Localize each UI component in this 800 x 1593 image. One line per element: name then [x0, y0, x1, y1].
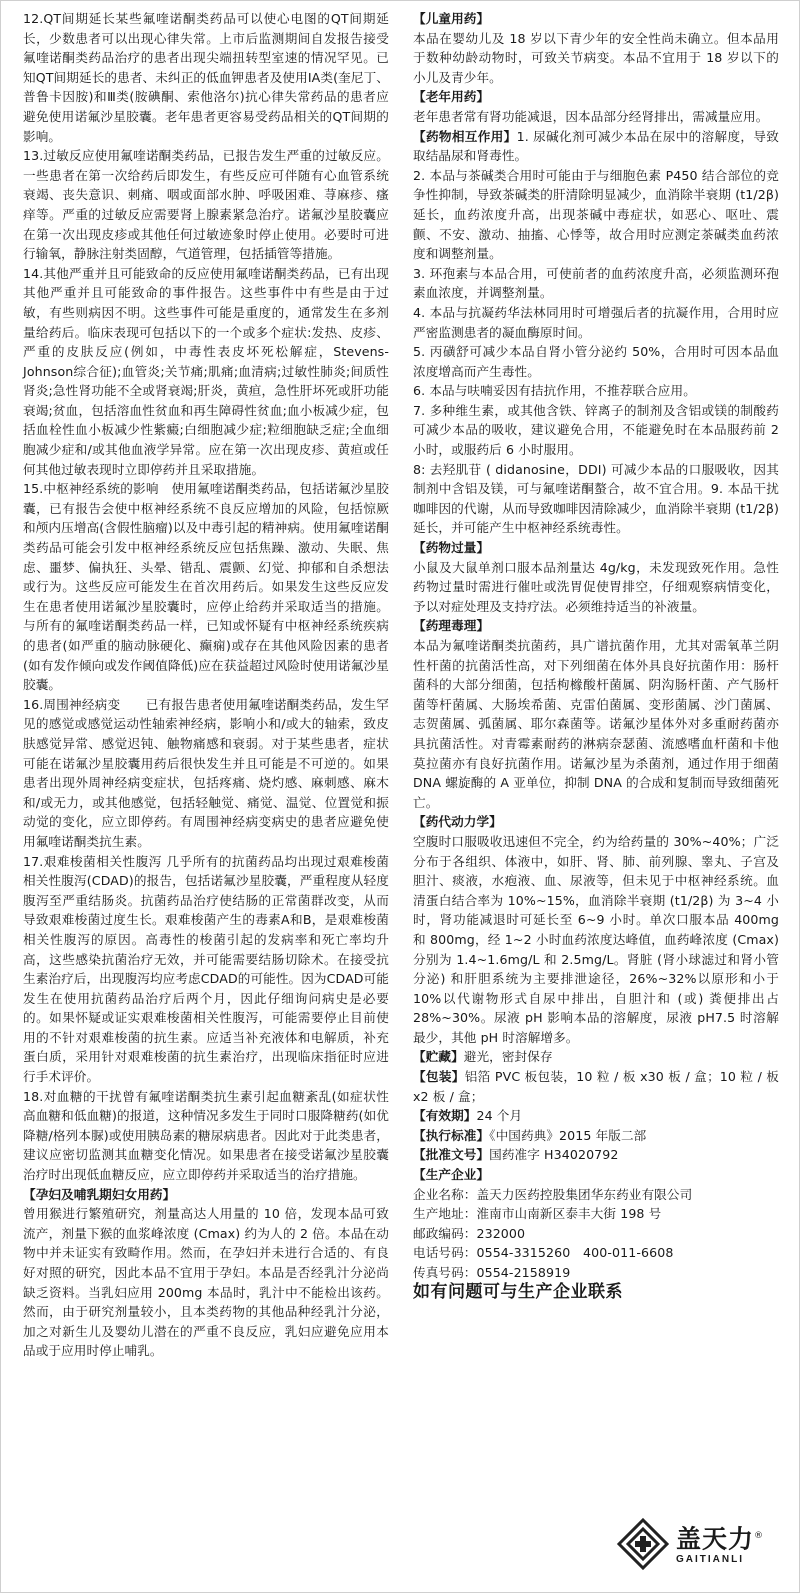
- section-heading-pharmacokinetics: 【药代动力学】: [413, 814, 502, 830]
- manufacturer-phone: 电话号码：0554-3315260 400-011-6608: [413, 1245, 674, 1261]
- section-text-children: 本品在婴幼儿及 18 岁以下青少年的安全性尚未确立。但本品用于数种幼龄动物时，可致关节病变。本品不宜用于 18 岁以下的小儿及青少年。: [413, 30, 779, 85]
- manufacturer-postcode: 邮政编码：232000: [413, 1225, 526, 1241]
- section-heading-approval: 【批准文号】: [413, 1147, 490, 1163]
- section-storage: [413, 1047, 779, 1067]
- section-heading-pregnancy: 【孕妇及哺乳期妇女用药】: [23, 1186, 176, 1202]
- left-column: [23, 9, 389, 1361]
- section-text-expiry: 24 个月: [476, 1108, 523, 1124]
- interaction-item: 6. 本品与呋喃妥因有拮抗作用，不推荐联合应用。: [413, 383, 696, 399]
- section-text-package: 铝箔 PVC 板包装，10 粒 / 板 x30 板 / 盒；10 粒 / 板 x2 板 / 盒；: [413, 1069, 779, 1104]
- interaction-item: 5. 丙磺舒可减少本品自肾小管分泌约 50%，合用时可因本品血浓度增高而产生毒性。: [413, 344, 779, 379]
- section-package: [413, 1067, 779, 1106]
- paragraph-cns-effects: 15.中枢神经系统的影响 使用氟喹诺酮类药品，包括诺氟沙星胶囊，已有报告会使中枢神经系统不良反应增加的风险，包括惊厥和颅内压增高(含假性脑瘤)以及中毒引起的精神病。使用氟喹诺酮类药品可能会引发中枢神经系统反应包括焦躁、激动、失眠、焦虑、噩梦、偏执狂、头晕、错乱、震颤、幻觉、抑郁和自杀想法或行为。这些反应可能发生在首次用药后。如果发生这些反应发生在患者使用诺氟沙星胶囊时，应停止给药并采取适当的措施。与所有的氟喹诺酮类药品一样，已知或怀疑有中枢神经系统疾病的患者(如严重的脑动脉硬化、癫痫)或存在其他风险因素的患者(如有发作倾向或发作阈值降低)应在获益超过风险时使用诺氟沙星胶囊。: [23, 481, 389, 693]
- logo-name-en: GAITIANLI: [676, 1553, 744, 1565]
- interaction-item: 7. 多种维生素，或其他含铁、锌离子的制剂及含铝或镁的制酸药可减少本品的吸收，建议避免合用，不能避免时在本品服药前 2 小时，或服药后 6 小时服用。: [413, 402, 779, 458]
- section-heading-storage: 【贮藏】: [413, 1049, 464, 1065]
- section-heading-interactions: 【药物相互作用】: [413, 128, 517, 144]
- logo-text: [676, 1522, 764, 1565]
- interaction-item: 3. 环孢素与本品合用，可使前者的血药浓度升高，必须监测环孢素血浓度，并调整剂量。: [413, 265, 779, 301]
- interaction-item: 4. 本品与抗凝药华法林同用时可增强后者的抗凝作用，合用时应严密监测患者的凝血酶原时间。: [413, 304, 779, 340]
- manufacturer-name: 企业名称：盖天力医药控股集团华东药业有限公司: [413, 1186, 693, 1202]
- section-heading-expiry: 【有效期】: [413, 1108, 477, 1124]
- section-text-pharmacokinetics: 空腹时口服吸收迅速但不完全，约为给药量的 30%~40%；广泛分布于各组织、体液中，如肝、肾、肺、前列腺、睾丸、子宫及胆汁、痰液，水疱液、血、尿液等，但未见于中枢神经系统。血清蛋白结合率为 10%~15%，血消除半衰期 (t1/2β) 为 3~4 小时，肾功能减退时可延长至 6~9 小时。单次口服本品 400mg 和 800mg，经 1~2 小时血药浓度达峰值，血药峰浓度 (Cmax) 分别为 1.4~1.6mg/L 和 2.5mg/L。肾脏 (肾小球滤过和肾小管分泌) 和肝胆系统为主要排泄途径，26%~32%以原形和小于 10%以代谢物形式自尿中排出，自胆汁和 (或) 粪便排出占 28%~30%。尿液 pH 影响本品的溶解度，尿液 pH7.5 时溶解最少，其他 pH 时溶解增多。: [413, 833, 779, 1045]
- section-expiry: [413, 1106, 779, 1126]
- section-heading-package: 【包装】: [413, 1069, 465, 1085]
- section-approval: [413, 1145, 779, 1165]
- logo-name-cn: [676, 1522, 764, 1553]
- paragraph-blood-glucose: 18.对血糖的干扰曾有氟喹诺酮类抗生素引起血糖紊乱(如症状性高血糖和低血糖)的报道，这种情况多发生于同时口服降糖药(如优降糖/格列本脲)或使用胰岛素的糖尿病患者。因此对于此类患者，建议应密切监测其血糖变化情况。如果患者在接受诺氟沙星胶囊治疗时出现低血糖反应，应立即停药并采取适当的治疗措施。: [23, 1088, 389, 1183]
- section-heading-standard: 【执行标准】: [413, 1127, 490, 1143]
- paragraph-allergic-reaction: 13.过敏反应使用氟喹诺酮类药品，已报告发生严重的过敏反应。一些患者在第一次给药后即发生，有些反应可伴随有心血管系统衰竭、丧失意识、刺痛、咽或面部水肿、呼吸困难、荨麻疹、瘙痒等。严重的过敏反应需要肾上腺素紧急治疗。诺氟沙星胶囊应在第一次出现皮疹或其他任何过敏迹象时停止使用。必要时可进行输氧，静脉注射类固醇，气道管理，包括插管等措施。: [23, 148, 389, 262]
- interaction-item: 8: 去羟肌苷 ( didanosine，DDI) 可减少本品的口服吸收，因其制剂中含铝及镁，可与氟喹诺酮螯合，故不宜合用。9. 本品干扰咖啡因的代谢，从而导致咖啡因清除减少，血消除半衰期 (t1/2β) 延长，并可能产生中枢神经系统毒性。: [413, 461, 779, 536]
- section-interactions-first-line: [413, 127, 779, 166]
- section-text-overdose: 小鼠及大鼠单剂口服本品剂量达 4g/kg，未发现致死作用。急性药物过量时需进行催吐或洗胃促使胃排空，仔细观察病情变化，予以对症处理及支持疗法。必须维持适当的补液量。: [413, 559, 779, 614]
- manufacturer-address: 生产地址：淮南市山南新区泰丰大街 198 号: [413, 1206, 662, 1222]
- company-logo: [616, 1511, 776, 1577]
- section-heading-pharmacology: 【药理毒理】: [413, 618, 490, 634]
- registered-mark: ®: [754, 1531, 765, 1542]
- gaitianli-logo-icon: [616, 1517, 670, 1571]
- section-text-storage: 避光，密封保存: [463, 1049, 553, 1065]
- section-heading-elderly: 【老年用药】: [413, 89, 490, 105]
- section-text-standard: 《中国药典》2015 年版二部: [489, 1127, 647, 1143]
- contact-note: 如有问题可与生产企业联系: [413, 1281, 623, 1302]
- paragraph-cdad: 17.艰难梭菌相关性腹泻 几乎所有的抗菌药品均出现过艰难梭菌相关性腹泻(CDAD)的报告，包括诺氟沙星胶囊，严重程度从轻度腹泻至严重结肠炎。抗菌药品治疗使结肠的正常菌群改变，从而导致艰难梭菌过度生长。艰难梭菌产生的毒素A和B，是艰难梭菌相关性腹泻的原因。高毒性的梭菌引起的发病率和死亡率均升高，这些感染抗菌治疗无效，并可能需要结肠切除术。在接受抗生素治疗后，出现腹泻均应考虑CDAD的可能性。因为CDAD可能发生在使用抗菌药品治疗后两个月，因此仔细询问病史是必要的。如果怀疑或证实艰难梭菌相关性腹泻，可能需要停止目前使用的不针对艰难梭菌的抗生素。应适当补充液体和电解质，补充蛋白质，采用针对艰难梭菌的抗生素治疗，出现临床指征时应进行手术评价。: [23, 853, 389, 1085]
- section-text-pregnancy: 曾用猴进行繁殖研究，剂量高达人用量的 10 倍，发现本品可致流产，剂量下猴的血浆峰浓度 (Cmax) 约为人的 2 倍。本品在动物中并未证实有致畸作用。然而，在孕妇并未进行合适的、有良好对照的研究，因此本品不宜用于孕妇。本品是否经乳汁分泌尚缺乏资料。当乳妇应用 200mg 本品时，乳汁中不能检出该药。然而，由于研究剂量较小，且本类药物的其他品种经乳汁分泌，加之对新生儿及婴幼儿潜在的严重不良反应，乳妇应避免应用本品或于应用时停止哺乳。: [23, 1206, 389, 1359]
- logo-name-cn-text: 盖天力: [676, 1524, 755, 1554]
- paragraph-serious-reactions: 14.其他严重并且可能致命的反应使用氟喹诺酮类药品，已有出现其他严重并且可能致命的事件报告。这些事件中有些是由于过敏，有些则病因不明。这些事件可能是重度的，通常发生在多剂量给药后。临床表现可包括以下的一个或多个症状:发热、皮疹、严重的皮肤反应(例如，中毒性表皮坏死松解症，Stevens-Johnson综合征);血管炎;关节痛;肌痛;血清病;过敏性肺炎;间质性肾炎;急性肾功能不全或肾衰竭;肝炎，黄疸，急性肝坏死或肝功能衰竭;贫血，包括溶血性贫血和再生障碍性贫血;血小板减少症，包括血栓性血小板减少性紫癜;白细胞减少症;粒细胞缺乏症;全血细胞减少症和/或其他血液学异常。应在第一次出现皮疹、黄疸或任何其他过敏表现时立即停药并且采取措施。: [23, 265, 389, 477]
- section-text-pharmacology: 本品为氟喹诺酮类抗菌药，具广谱抗菌作用，尤其对需氧革兰阴性杆菌的抗菌活性高，对下列细菌在体外具良好抗菌作用：肠杆菌科的大部分细菌，包括枸橼酸杆菌属、阴沟肠杆菌、产气肠杆菌等杆菌属、大肠埃希菌、克雷伯菌属、变形菌属、沙门菌属、志贺菌属、弧菌属、耶尔森菌等。诺氟沙星体外对多重耐药菌亦具抗菌活性。对青霉素耐药的淋病奈瑟菌、流感嗜血杆菌和卡他莫拉菌亦有良好抗菌作用。诺氟沙星为杀菌剂，通过作用于细菌 DNA 螺旋酶的 A 亚单位，抑制 DNA 的合成和复制而导致细菌死亡。: [413, 638, 779, 810]
- interaction-item: 1. 尿碱化剂可减少本品在尿中的溶解度，导致取结晶尿和肾毒性。: [413, 128, 779, 164]
- paragraph-peripheral-neuropathy: 16.周围神经病变 已有报告患者使用氟喹诺酮类药品，发生罕见的感觉或感觉运动性轴索神经病，影响小和/或大的轴索，致皮肤感觉异常、感觉迟钝、触物痛感和衰弱。对于某些患者，症状可能在诺氟沙星胶囊用药后很快发生并且可能是不可逆的。如果患者出现外周神经病变症状，包括疼痛、烧灼感、麻刺感、麻木和/或无力，或其他感觉，包括轻触觉、痛觉、温觉、位置觉和振动觉的变化，应立即停药。有周围神经病变病史的患者应避免使用氟喹诺酮类抗生素。: [23, 696, 389, 849]
- section-heading-children: 【儿童用药】: [413, 11, 490, 26]
- paragraph-qt-prolongation: 12.QT间期延长某些氟喹诺酮类药品可以使心电图的QT间期延长，少数患者可以出现心律失常。上市后监测期间自发报告接受氟喹诺酮类药品治疗的患者出现尖端扭转型室速的情况罕见。已知QT间期延长的患者、未纠正的低血钾患者及使用IA类(奎尼丁、普鲁卡因胺)和Ⅲ类(胺碘酮、索他洛尔)抗心律失常药品的患者应避免使用诺氟沙星胶囊。老年患者更容易受药品相关的QT间期的影响。: [23, 11, 389, 144]
- section-text-approval: 国药准字 H34020792: [489, 1147, 619, 1163]
- interaction-item: 2. 本品与茶碱类合用时可能由于与细胞色素 P450 结合部位的竞争性抑制，导致茶碱类的肝清除明显减少，血消除半衰期 (t1/2β) 延长，血药浓度升高，出现茶碱中毒症状，如恶心、呕吐、震颤、不安、激动、抽搐、心悸等，故合用时应测定茶碱类血药浓度和调整剂量。: [413, 167, 779, 262]
- manufacturer-fax: 传真号码：0554-2158919: [413, 1265, 571, 1280]
- section-heading-overdose: 【药物过量】: [413, 540, 490, 556]
- right-column: [413, 9, 779, 1302]
- section-heading-manufacturer: 【生产企业】: [413, 1167, 490, 1183]
- section-standard: [413, 1126, 779, 1146]
- section-text-elderly: 老年患者常有肾功能减退，因本品部分经肾排出，需减量应用。: [413, 108, 769, 124]
